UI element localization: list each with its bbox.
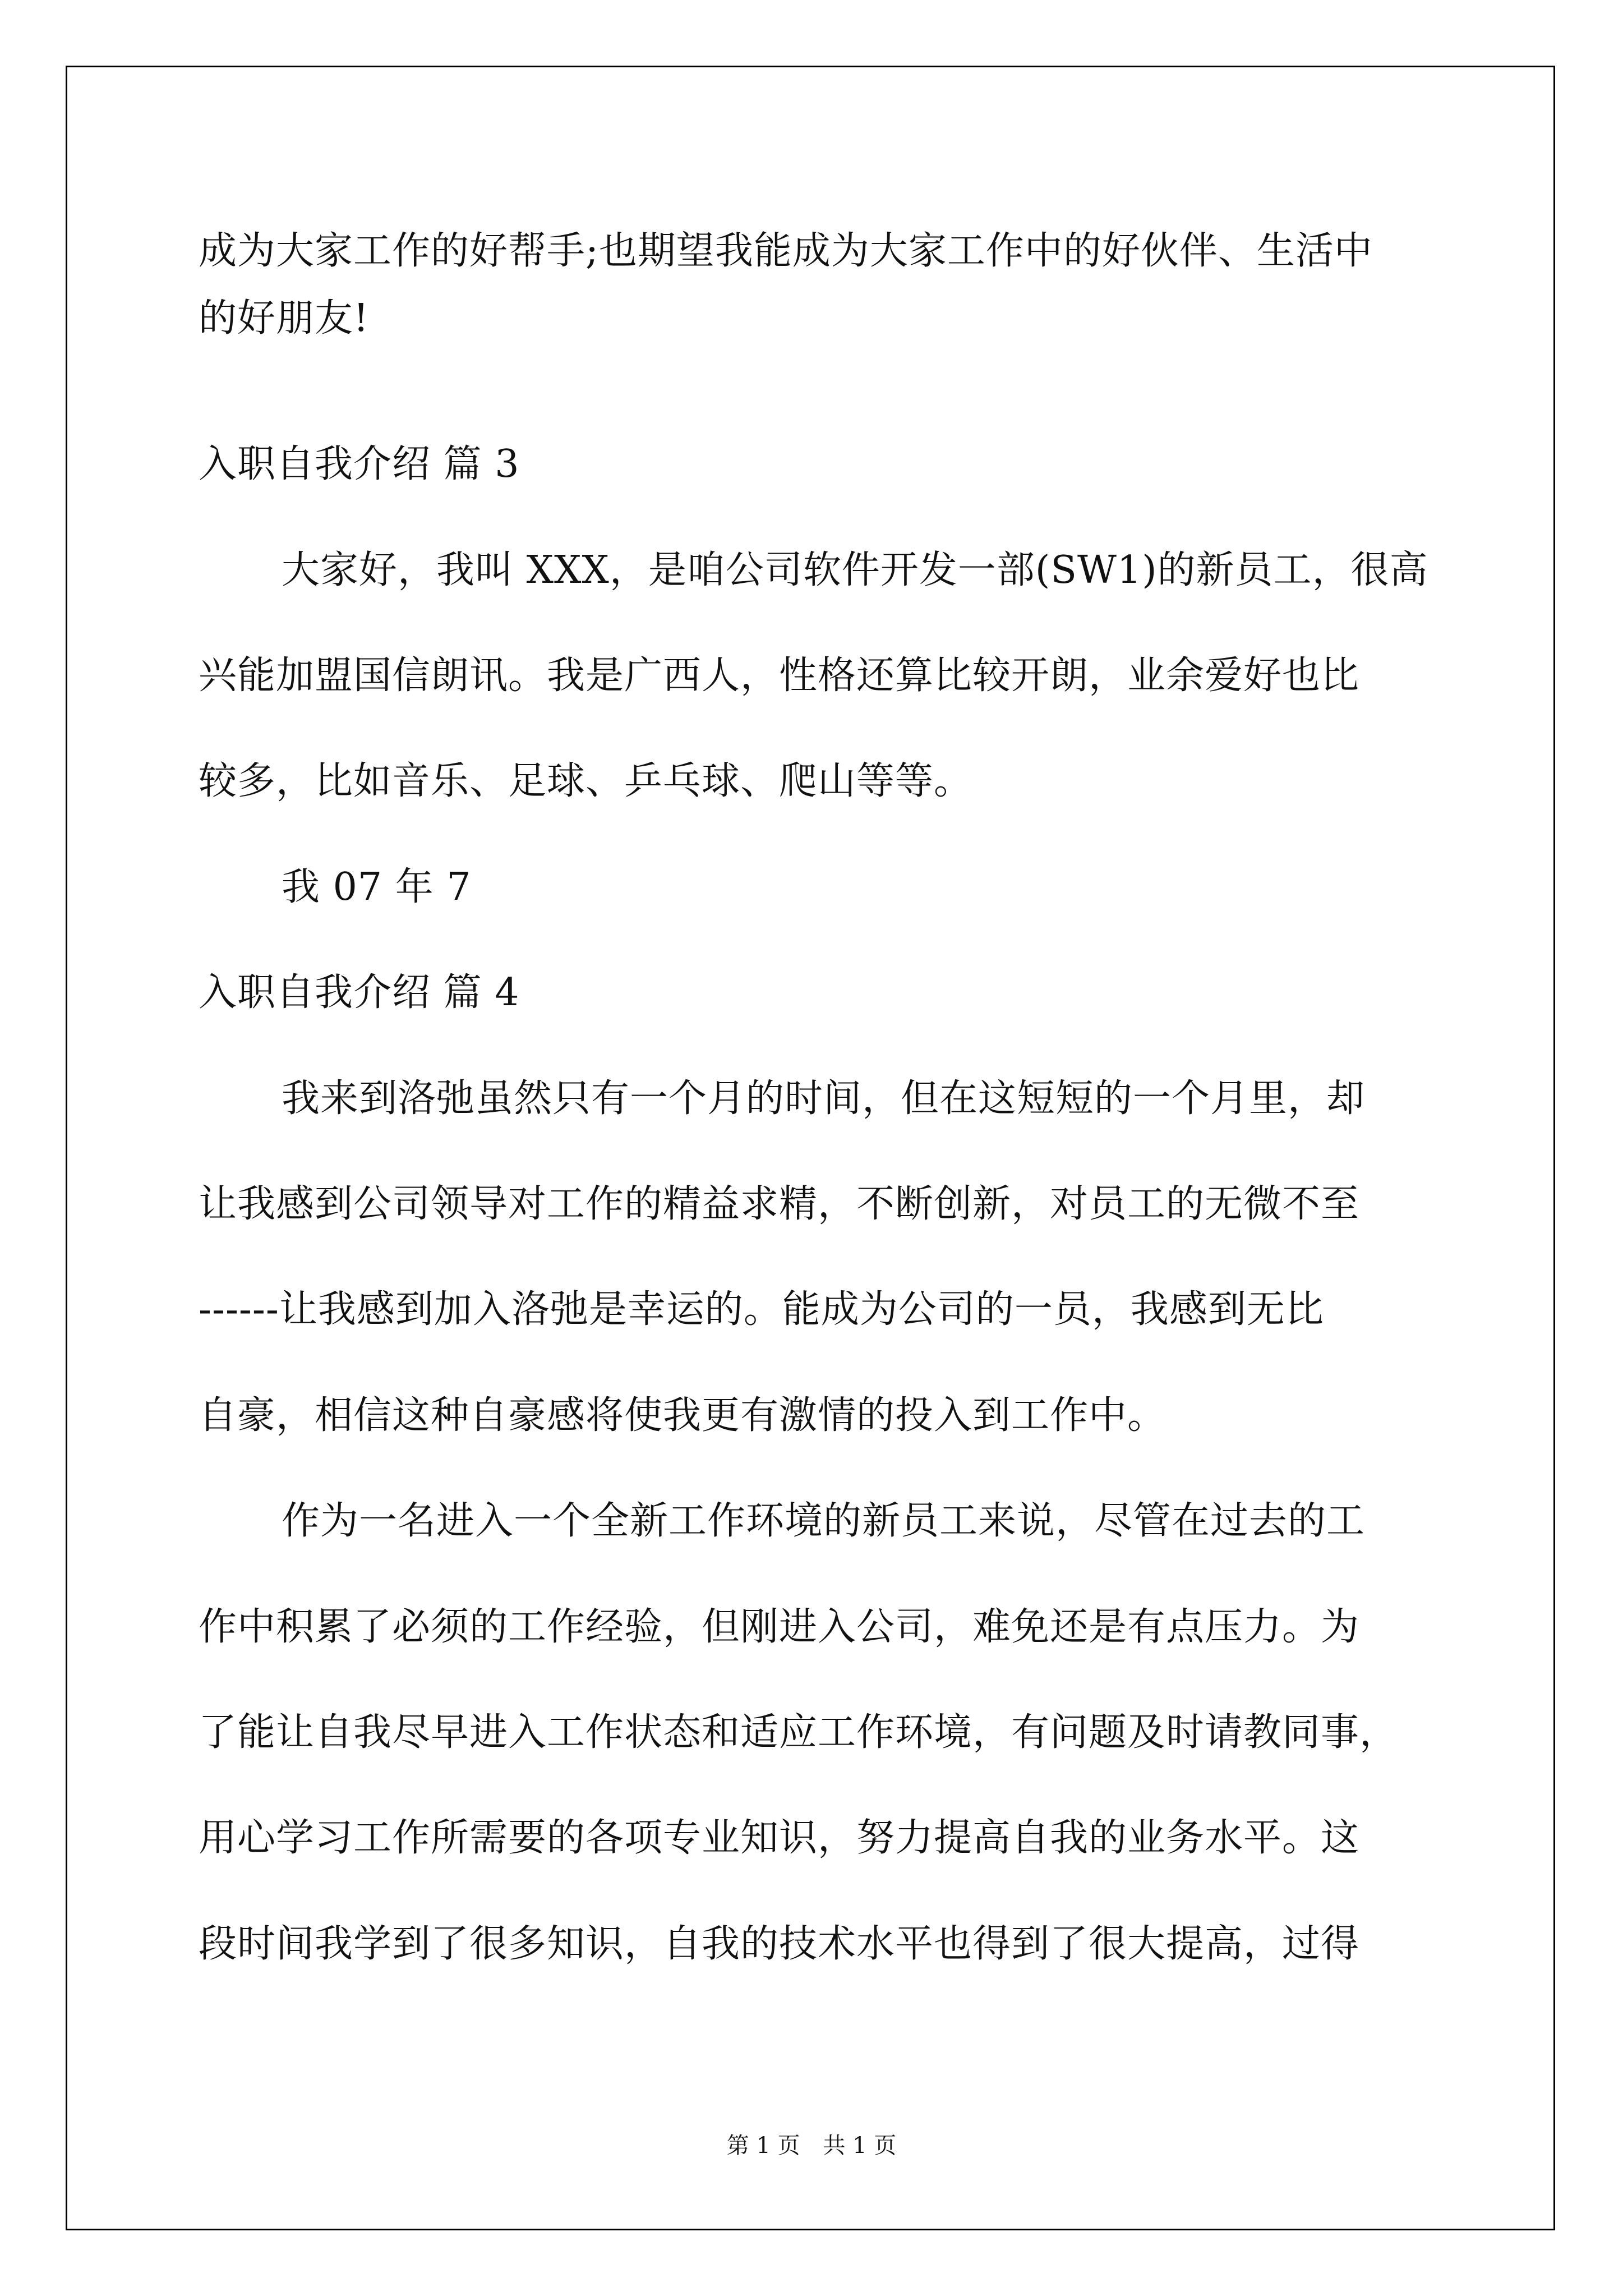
paragraph-line: 的好朋友! <box>199 296 370 341</box>
section-heading: 入职自我介绍 篇 3 <box>199 442 520 486</box>
page-border <box>66 66 1555 2230</box>
paragraph-line: 大家好，我叫 XXX，是咱公司软件开发一部(SW1)的新员工，很高 <box>282 548 1428 592</box>
paragraph-line: 让我感到公司领导对工作的精益求精，不断创新，对员工的无微不至 <box>199 1182 1360 1226</box>
section-heading: 入职自我介绍 篇 4 <box>199 970 520 1015</box>
paragraph-line: 我来到洛弛虽然只有一个月的时间，但在这短短的一个月里，却 <box>282 1076 1366 1121</box>
page-number: 第 1 页 <box>726 2133 800 2159</box>
paragraph-line: 自豪，相信这种自豪感将使我更有激情的投入到工作中。 <box>199 1393 1166 1438</box>
page-footer <box>0 2132 1623 2160</box>
paragraph-line: 成为大家工作的好帮手;也期望我能成为大家工作中的好伙伴、生活中 <box>199 229 1373 273</box>
paragraph-line: 段时间我学到了很多知识，自我的技术水平也得到了很大提高，过得 <box>199 1922 1360 1966</box>
page-total: 共 1 页 <box>823 2133 897 2159</box>
paragraph-line: ------让我感到加入洛弛是幸运的。能成为公司的一员，我感到无比 <box>199 1287 1324 1332</box>
paragraph-line: 较多，比如音乐、足球、乒乓球、爬山等等。 <box>199 759 973 803</box>
paragraph-line: 作中积累了必须的工作经验，但刚进入公司，难免还是有点压力。为 <box>199 1605 1360 1649</box>
paragraph-line: 用心学习工作所需要的各项专业知识，努力提高自我的业务水平。这 <box>199 1816 1360 1860</box>
paragraph-line: 兴能加盟国信朗讯。我是广西人，性格还算比较开朗，业余爱好也比 <box>199 654 1360 698</box>
paragraph-line: 作为一名进入一个全新工作环境的新员工来说，尽管在过去的工 <box>282 1499 1366 1543</box>
paragraph-line: 了能让自我尽早进入工作状态和适应工作环境，有问题及时请教同事， <box>199 1710 1399 1755</box>
paragraph-line: 我 07 年 7 <box>282 865 472 909</box>
